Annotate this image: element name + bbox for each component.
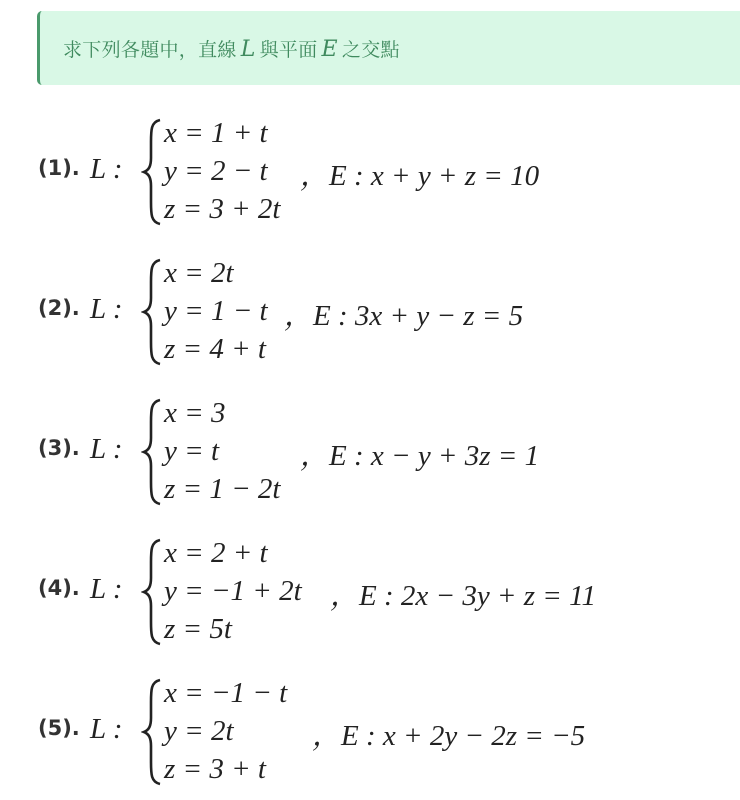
equation-y: y = 1 − t	[164, 295, 268, 327]
equation-y: y = −1 + 2t	[164, 575, 302, 607]
equation-z: z = 3 + t	[164, 753, 266, 785]
line-variable: L	[240, 37, 256, 62]
plane-equation: ，E : 3x + y − z = 5	[284, 300, 524, 332]
equation-x: x = −1 − t	[164, 677, 288, 709]
line-name: L :	[90, 433, 123, 465]
equation-z: z = 4 + t	[164, 333, 266, 365]
problem-1	[38, 112, 718, 226]
instruction-text-part1: 求下列各題中，直線	[63, 39, 237, 61]
problem-2	[38, 252, 718, 366]
equation-y: y = 2 − t	[164, 155, 268, 187]
equation-z: z = 3 + 2t	[164, 193, 281, 225]
left-brace-icon	[141, 258, 163, 366]
line-name: L :	[90, 293, 123, 325]
plane-equation: ，E : 2x − 3y + z = 11	[330, 580, 596, 612]
equation-y: y = t	[164, 435, 219, 467]
equation-x: x = 1 + t	[164, 117, 268, 149]
left-brace-icon	[141, 118, 163, 226]
problem-label: (3).	[38, 436, 80, 460]
plane-equation: ，E : x + 2y − 2z = −5	[312, 720, 586, 752]
problem-3	[38, 392, 718, 506]
left-brace-icon	[141, 398, 163, 506]
plane-variable: E	[321, 37, 338, 62]
equation-y: y = 2t	[164, 715, 234, 747]
left-brace-icon	[141, 538, 163, 646]
problem-4	[38, 532, 718, 646]
instruction-text-part3: 之交點	[341, 39, 400, 61]
plane-equation: ，E : x + y + z = 10	[300, 160, 540, 192]
problem-label: (5).	[38, 716, 80, 740]
left-brace-icon	[141, 678, 163, 786]
line-name: L :	[90, 153, 123, 185]
equation-z: z = 1 − 2t	[164, 473, 281, 505]
line-name: L :	[90, 713, 123, 745]
problem-label: (2).	[38, 296, 80, 320]
equation-z: z = 5t	[164, 613, 232, 645]
problem-5	[38, 672, 718, 786]
instruction-text	[63, 35, 400, 62]
line-name: L :	[90, 573, 123, 605]
instruction-callout	[37, 11, 740, 85]
instruction-text-part2: 與平面	[259, 39, 318, 61]
equation-x: x = 3	[164, 397, 226, 429]
problem-label: (4).	[38, 576, 80, 600]
plane-equation: ，E : x − y + 3z = 1	[300, 440, 540, 472]
problem-label: (1).	[38, 156, 80, 180]
equation-x: x = 2t	[164, 257, 234, 289]
equation-x: x = 2 + t	[164, 537, 268, 569]
